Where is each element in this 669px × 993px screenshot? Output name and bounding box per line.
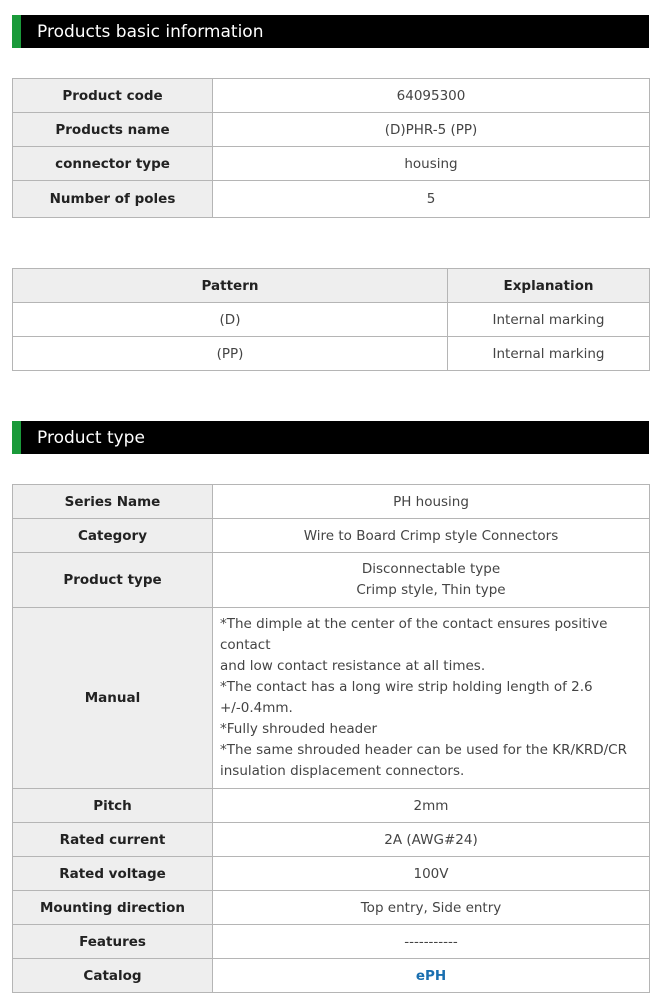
connector-type-value: housing — [213, 147, 650, 181]
series-name-value: PH housing — [213, 485, 650, 519]
row-label: Number of poles — [13, 181, 213, 218]
row-label: Category — [13, 519, 213, 553]
row-label: Series Name — [13, 485, 213, 519]
rated-current-value: 2A (AWG#24) — [213, 823, 650, 857]
table-row — [13, 79, 650, 113]
table-row — [13, 303, 650, 337]
manual-description — [213, 608, 650, 789]
manual-line: *Fully shrouded header — [220, 721, 378, 737]
pattern-cell: (PP) — [13, 337, 448, 371]
manual-line: *The contact has a long wire strip holding length of 2.6 — [220, 679, 593, 695]
table-row — [13, 181, 650, 218]
table-row — [13, 959, 650, 993]
product-type-line: Disconnectable type — [361, 561, 501, 577]
category-value: Wire to Board Crimp style Connectors — [213, 519, 650, 553]
section-accent-bar — [12, 15, 21, 48]
section-accent-bar — [12, 421, 21, 454]
table-row — [13, 519, 650, 553]
column-header-explanation: Explanation — [448, 269, 650, 303]
pattern-cell: (D) — [13, 303, 448, 337]
table-row — [13, 147, 650, 181]
product-code-value: 64095300 — [213, 79, 650, 113]
rated-voltage-value: 100V — [213, 857, 650, 891]
table-header-row — [13, 269, 650, 303]
catalog-cell — [213, 959, 650, 993]
table-row — [13, 485, 650, 519]
manual-line: insulation displacement connectors. — [220, 763, 465, 779]
explanation-cell: Internal marking — [448, 337, 650, 371]
features-value: ----------- — [213, 925, 650, 959]
row-label: Mounting direction — [13, 891, 213, 925]
pitch-value: 2mm — [213, 789, 650, 823]
table-row — [13, 789, 650, 823]
row-label: Products name — [13, 113, 213, 147]
explanation-cell: Internal marking — [448, 303, 650, 337]
section-header-basic-info — [12, 15, 649, 48]
manual-line: *The dimple at the center of the contact ensures positive contact — [220, 616, 608, 653]
row-label: connector type — [13, 147, 213, 181]
table-row — [13, 553, 650, 608]
product-type-table — [12, 484, 650, 993]
row-label: Catalog — [13, 959, 213, 993]
pattern-table — [12, 268, 650, 371]
manual-line: and low contact resistance at all times. — [220, 658, 486, 674]
catalog-link[interactable]: ePH — [415, 967, 447, 984]
product-type-line: Crimp style, Thin type — [356, 582, 506, 598]
table-row — [13, 925, 650, 959]
column-header-pattern: Pattern — [13, 269, 448, 303]
row-label: Features — [13, 925, 213, 959]
product-type-value — [213, 553, 650, 608]
row-label: Pitch — [13, 789, 213, 823]
manual-line: +/-0.4mm. — [220, 700, 293, 716]
row-label: Product type — [13, 553, 213, 608]
section-title: Product type — [37, 428, 145, 448]
row-label: Product code — [13, 79, 213, 113]
table-row — [13, 337, 650, 371]
table-row — [13, 857, 650, 891]
table-row — [13, 608, 650, 789]
manual-line: *The same shrouded header can be used for the KR/KRD/CR — [220, 742, 627, 758]
section-title: Products basic information — [37, 22, 264, 42]
section-header-product-type — [12, 421, 649, 454]
row-label: Manual — [13, 608, 213, 789]
basic-info-table — [12, 78, 650, 218]
table-row — [13, 113, 650, 147]
table-row — [13, 823, 650, 857]
mounting-direction-value: Top entry, Side entry — [213, 891, 650, 925]
row-label: Rated voltage — [13, 857, 213, 891]
row-label: Rated current — [13, 823, 213, 857]
table-row — [13, 891, 650, 925]
number-of-poles-value: 5 — [213, 181, 650, 218]
product-name-value: (D)PHR-5 (PP) — [213, 113, 650, 147]
